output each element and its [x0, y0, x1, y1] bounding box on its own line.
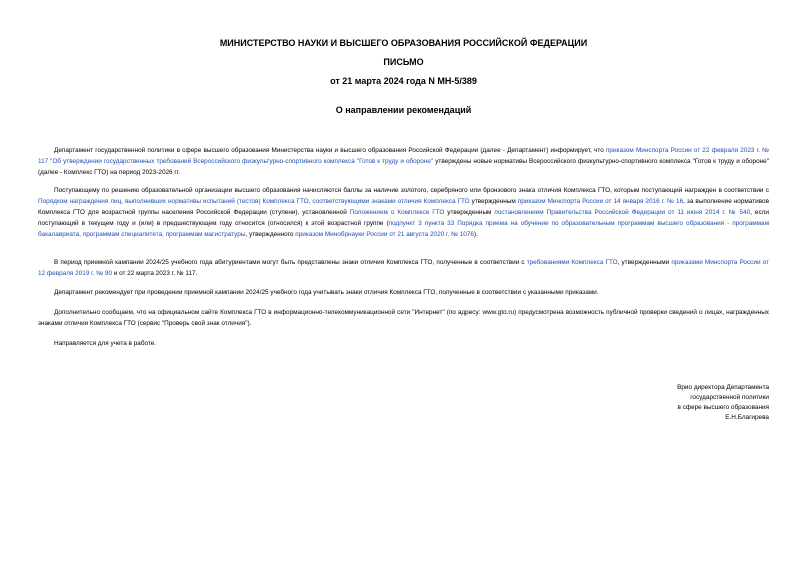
- subject: О направлении рекомендаций: [335, 105, 472, 115]
- paragraph-1: [38, 145, 769, 178]
- text-run: В период приемной кампании 2024/25 учебного года абитуриентами могут быть представлены знаки отличия Комплекса ГТО, полученные в соответствии с: [54, 259, 527, 266]
- text-run: утвержденным: [469, 198, 518, 205]
- link-order-117[interactable]: приказом Минспорта России от 22 февраля 2023 г. № 117 "Об утверждении государственных требований Всероссийского физкультурно-спортивного комплекса "Готов к труду и обороне": [38, 147, 769, 165]
- text-run: утверждены новые нормативы Всероссийского физкультурно-спортивного комплекса "Готов к труду и обороне" (далее - Комплекс ГТО) на период 2023-2026 гг.: [38, 158, 769, 176]
- doc-type: ПИСЬМО: [383, 57, 424, 67]
- date-number: от 21 марта 2024 года N МН-5/389: [330, 76, 477, 86]
- text-run: Поступающему по решению образовательной организации высшего образования начисляются баллы за наличие золотого, серебряного или бронзового знака отличия Комплекса ГТО, которым поступающий награжден в соответствии с: [54, 187, 769, 194]
- text-run: , утвержденного: [245, 231, 296, 238]
- paragraph-3: [38, 257, 769, 279]
- link-order-1076[interactable]: приказом Минобрнауки России от 21 августа 2020 г. № 1076: [295, 231, 474, 238]
- text-run: , если поступающий в текущем году и (или) в предшествующем году относится (относился) к этой возрастной группе (: [38, 209, 769, 227]
- signature-block: [677, 383, 769, 423]
- text-run: ).: [473, 231, 478, 238]
- signature-line-3: в сфере высшего образования: [677, 404, 769, 411]
- link-resolution-540[interactable]: постановлением Правительства Российской Федерации от 11 июня 2014 г. № 540: [494, 209, 751, 216]
- paragraph-2: [38, 185, 769, 240]
- link-award-procedure[interactable]: Порядком награждения лиц, выполнивших нормативы испытаний (тестов) Комплекса ГТО, соответствующими знаками отличия Комплекса ГТО: [38, 198, 470, 205]
- link-gto-requirements[interactable]: требованиями Комплекса ГТО: [526, 259, 618, 266]
- link-admission-procedure[interactable]: подпункт 3 пункта 33 Порядка приема на обучение по образовательным программам высшего образования - программам бакалавриата, программам специалитета, программам магистратуры: [38, 220, 769, 238]
- link-order-16[interactable]: приказом Минспорта России от 14 января 2016 г. № 16: [517, 198, 684, 205]
- signature-line-1: Врио директора Департамента: [677, 384, 769, 391]
- text-run: , утвержденными: [617, 259, 672, 266]
- paragraph-5: Дополнительно сообщаем, что на официальном сайте Комплекса ГТО в информационно-телекоммуникационной сети "Интернет" (по адресу: www.gto.ru) предусмотрена возможность публичной проверки сведений о лицах, награжденных знаками отличия Комплекса ГТО (сервис "Проверь свой знак отличия").: [38, 309, 769, 327]
- signature-line-2: государственной политики: [690, 394, 769, 401]
- paragraph-6: Направляется для учета в работе.: [54, 340, 157, 347]
- link-order-90[interactable]: приказами Минспорта России от 12 февраля 2019 г. № 90: [38, 259, 769, 277]
- text-run: , за выполнение нормативов Комплекса ГТО для возрастной группы населения Российской Федерации (ступени), установленной: [38, 198, 769, 216]
- text-run: утвержденным: [444, 209, 495, 216]
- signature-name: Е.Н.Благирева: [725, 414, 769, 421]
- text-run: Департамент государственной политики в сфере высшего образования Министерства науки и высшего образования Российской Федерации (далее - Департамент) информирует, что: [54, 147, 606, 154]
- text-run: и от 22 марта 2023 г. № 117.: [112, 270, 198, 277]
- link-gto-regulation[interactable]: Положением о Комплексе ГТО: [349, 209, 445, 216]
- ministry-heading: МИНИСТЕРСТВО НАУКИ И ВЫСШЕГО ОБРАЗОВАНИЯ РОССИЙСКОЙ ФЕДЕРАЦИИ: [219, 38, 588, 48]
- paragraph-4: Департамент рекомендует при проведении приемной кампании 2024/25 учебного года учитывать знаки отличия Комплекса ГТО, полученные в соответствии с указанными приказами.: [54, 289, 599, 296]
